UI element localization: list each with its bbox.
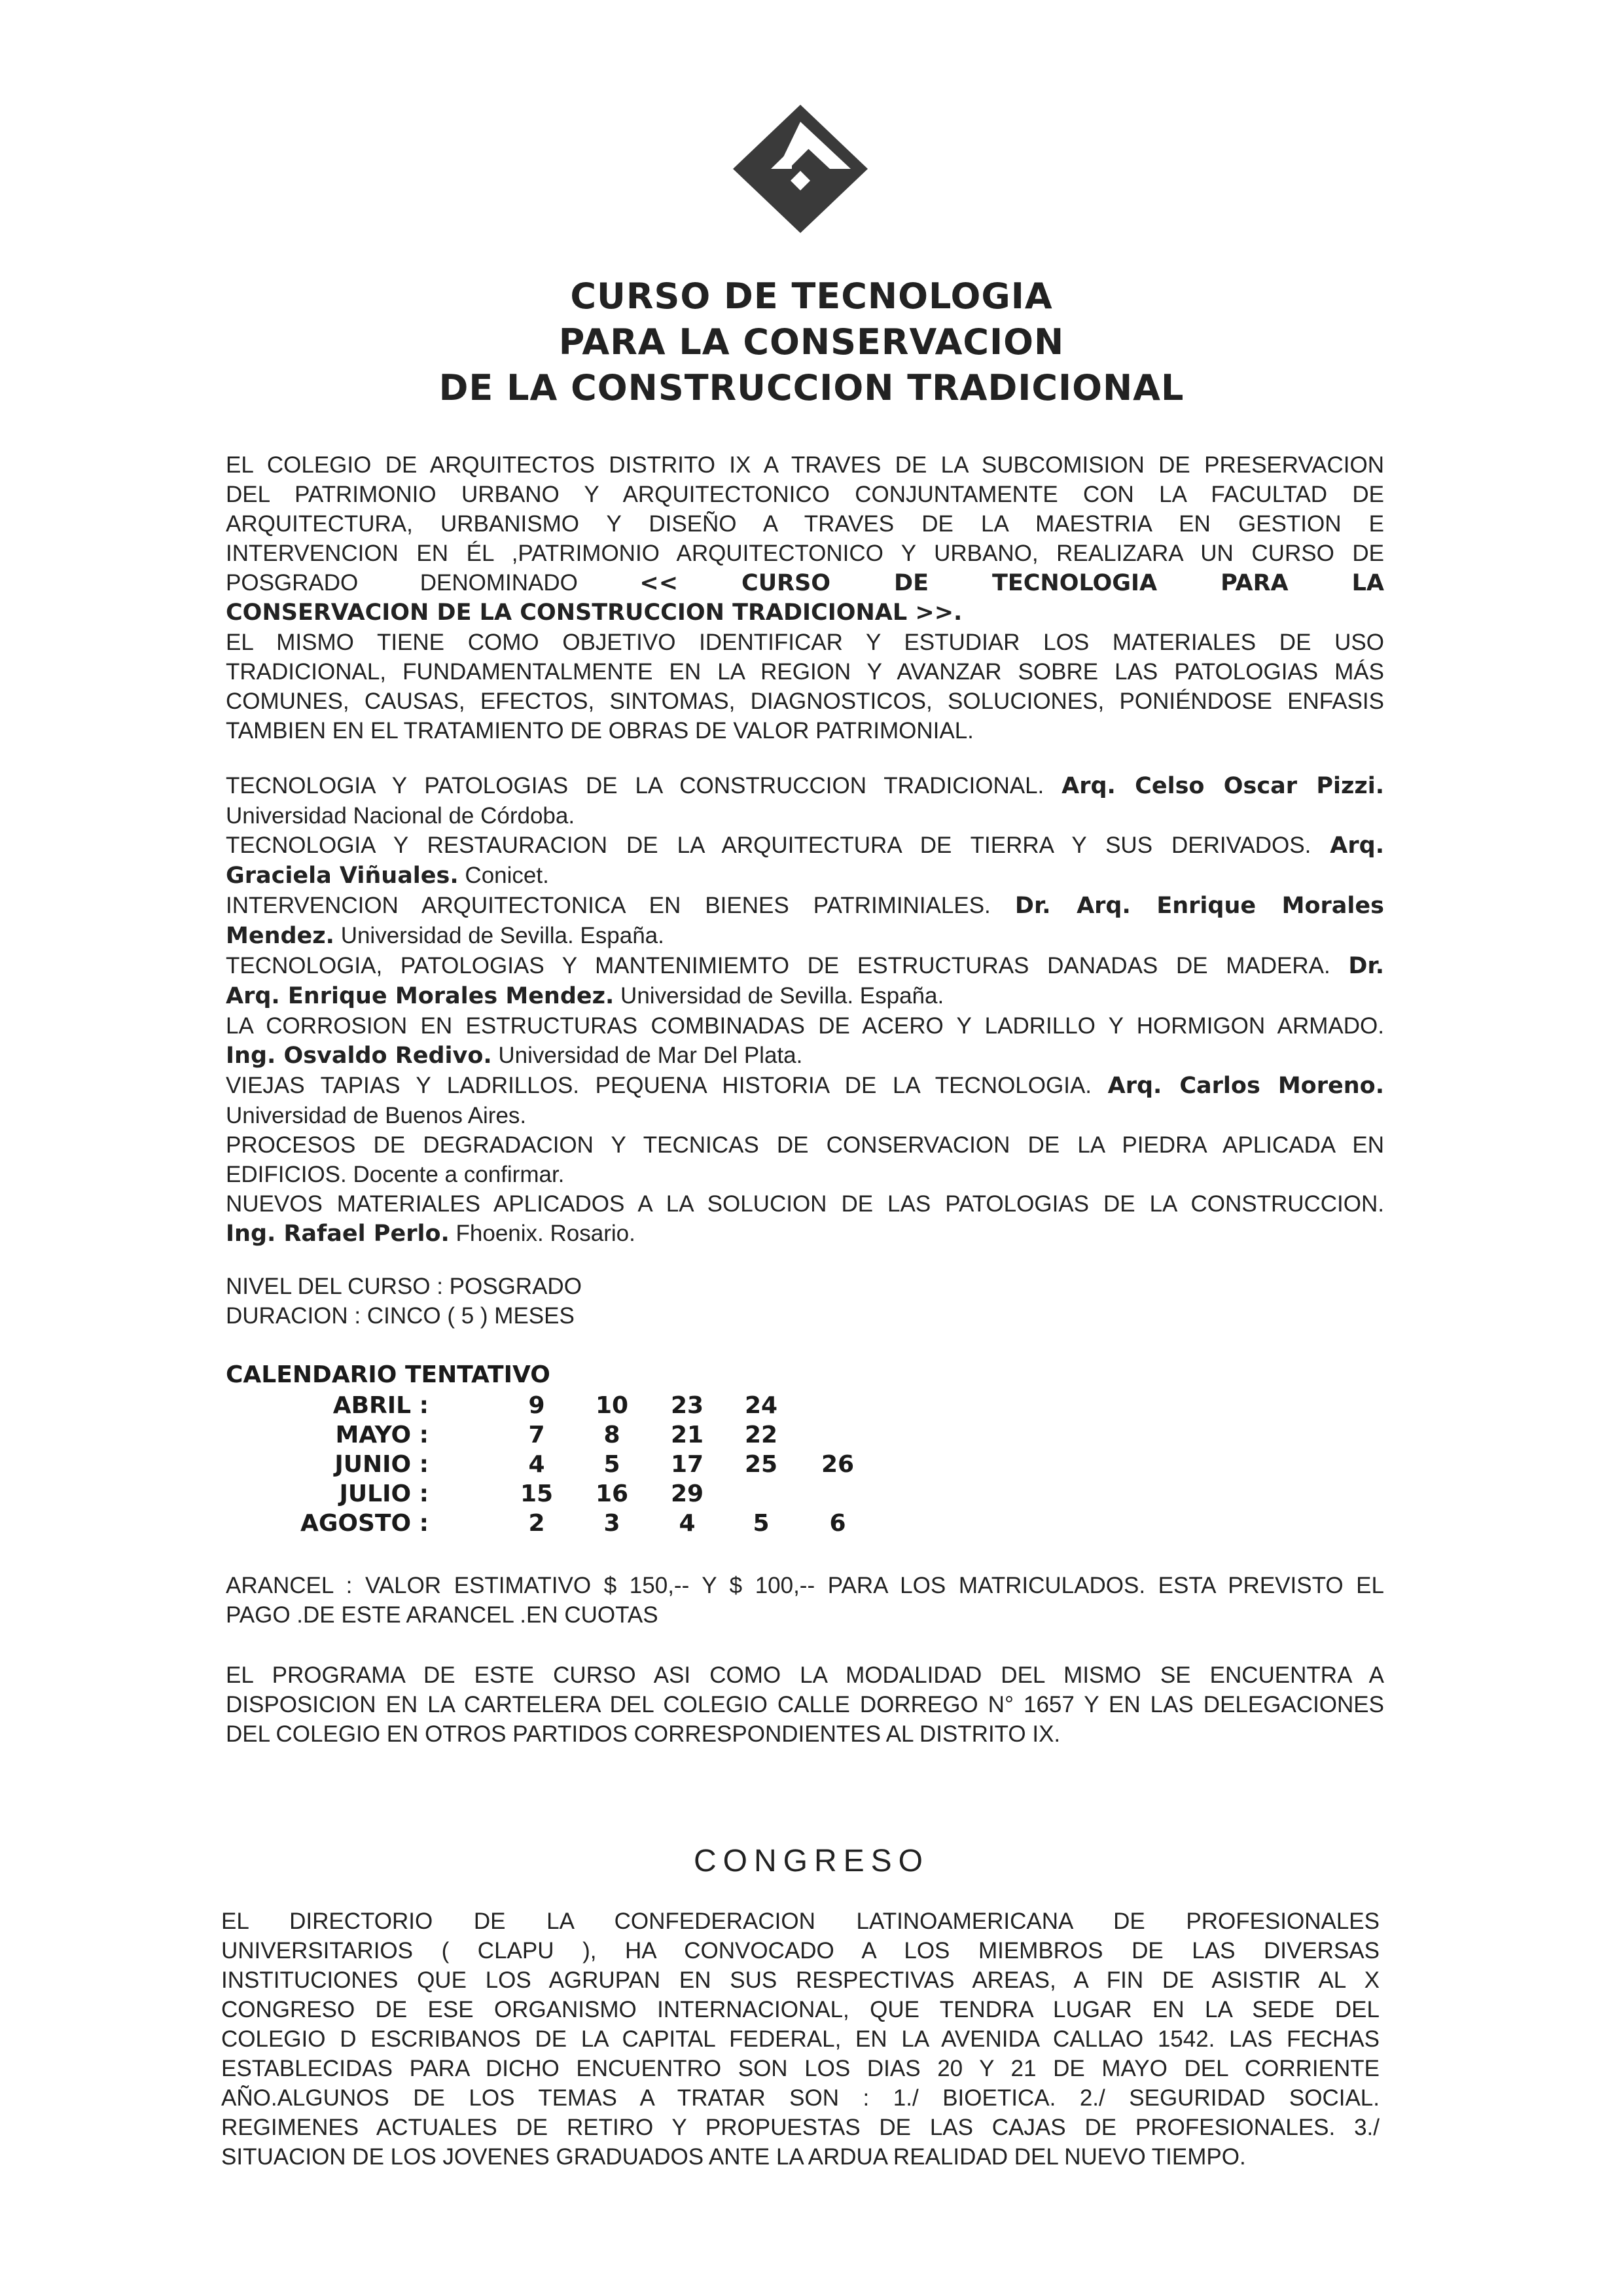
intro-text: POSGRADO DENOMINADO (226, 570, 578, 596)
congress-line: AÑO.ALGUNOS DE LOS TEMAS A TRATAR SON : 1./ BIOETICA. 2./ SEGURIDAD SOCIAL. (221, 2085, 1380, 2111)
lecturer-name: Arq. (1330, 833, 1384, 859)
program-line: DEL COLEGIO EN OTROS PARTIDOS CORRESPONDIENTES AL DISTRITO IX. (226, 1721, 1061, 1747)
program-line: EL PROGRAMA DE ESTE CURSO ASI COMO LA MODALIDAD DEL MISMO SE ENCUENTRA A (226, 1662, 1384, 1688)
calendar-day: 4 (679, 1510, 696, 1537)
calendar-day: 7 (528, 1422, 545, 1448)
calendar-day: 6 (829, 1510, 846, 1537)
fee-line: ARANCEL : VALOR ESTIMATIVO $ 150,-- Y $ 100,-- PARA LOS MATRICULADOS. ESTA PREVISTO EL (226, 1573, 1384, 1598)
program-line: DISPOSICION EN LA CARTELERA DEL COLEGIO CALLE DORREGO N° 1657 Y EN LAS DELEGACIONES (226, 1692, 1384, 1717)
lecture-topic: VIEJAS TAPIAS Y LADRILLOS. PEQUENA HISTORIA DE LA TECNOLOGIA. (226, 1073, 1092, 1098)
intro-line (226, 568, 1384, 598)
lecturer-name: Dr. (1348, 953, 1384, 979)
calendar-month: JULIO : (339, 1480, 429, 1507)
objective-line: TAMBIEN EN EL TRATAMIENTO DE OBRAS DE VALOR PATRIMONIAL. (226, 718, 974, 744)
course-name-bold: CONSERVACION DE LA CONSTRUCCION TRADICIONAL >>. (226, 600, 963, 626)
calendar-day: 29 (670, 1480, 704, 1507)
calendar-day: 10 (595, 1392, 629, 1419)
lecturer-affiliation: Universidad de Sevilla. España. (340, 923, 664, 948)
intro-line: ARQUITECTURA, URBANISMO Y DISEÑO A TRAVES DE LA MAESTRIA EN GESTION E (226, 511, 1384, 537)
lecturer-name: Dr. Arq. Enrique Morales (1014, 893, 1384, 919)
lecturer-affiliation: Universidad Nacional de Córdoba. (226, 803, 575, 829)
calendar-day: 9 (528, 1392, 545, 1419)
calendar-day: 8 (603, 1422, 620, 1448)
lecture-item (226, 951, 1384, 1011)
lecturer-name: Arq. Carlos Moreno. (1107, 1073, 1384, 1099)
calendar-row (226, 1391, 880, 1420)
calendar-day: 23 (670, 1392, 704, 1419)
calendar-month: AGOSTO : (300, 1510, 429, 1537)
lecture-topic: TECNOLOGIA, PATOLOGIAS Y MANTENIMIEMTO DE ESTRUCTURAS DANADAS DE MADERA. (226, 953, 1330, 978)
course-title (216, 274, 1407, 411)
calendar-day: 15 (520, 1480, 554, 1507)
calendar-day: 25 (744, 1451, 778, 1478)
course-name-bold: << CURSO DE TECNOLOGIA PARA LA (639, 570, 1384, 596)
congress-line: UNIVERSITARIOS ( CLAPU ), HA CONVOCADO A LOS MIEMBROS DE LAS DIVERSAS (221, 1938, 1380, 1964)
intro-line: INTERVENCION EN ÉL ,PATRIMONIO ARQUITECTONICO Y URBANO, REALIZARA UN CURSO DE (226, 541, 1384, 566)
objective-line: TRADICIONAL, FUNDAMENTALMENTE EN LA REGION Y AVANZAR SOBRE LAS PATOLOGIAS MÁS (226, 659, 1384, 685)
course-title-line-1: CURSO DE TECNOLOGIA (570, 276, 1053, 317)
congress-line: SITUACION DE LOS JOVENES GRADUADOS ANTE LA ARDUA REALIDAD DEL NUEVO TIEMPO. (221, 2144, 1246, 2170)
course-duration: DURACION : CINCO ( 5 ) MESES (226, 1303, 575, 1329)
program-section (226, 1660, 1384, 1749)
lecture-item (226, 891, 1384, 951)
course-title-line-3: DE LA CONSTRUCCION TRADICIONAL (438, 367, 1185, 408)
lecturer-affiliation: EDIFICIOS. Docente a confirmar. (226, 1162, 565, 1187)
calendar-day: 17 (670, 1451, 704, 1478)
lecture-item (226, 1011, 1384, 1071)
course-title-line-2: PARA LA CONSERVACION (558, 321, 1065, 363)
lecturer-name: Mendez. (226, 923, 334, 949)
calendar-row (226, 1420, 880, 1450)
calendar-day: 5 (603, 1451, 620, 1478)
intro-line: EL COLEGIO DE ARQUITECTOS DISTRITO IX A TRAVES DE LA SUBCOMISION DE PRESERVACION (226, 452, 1384, 478)
fee-section (226, 1571, 1384, 1630)
calendar-row (226, 1509, 880, 1538)
lecture-item (226, 771, 1384, 831)
lecture-item (226, 1130, 1384, 1189)
congress-section (221, 1907, 1380, 2172)
congress-line: INSTITUCIONES QUE LOS AGRUPAN EN SUS RESPECTIVAS AREAS, A FIN DE ASISTIR AL X (221, 1967, 1380, 1993)
calendar-row (226, 1479, 880, 1509)
calendar-day: 3 (603, 1510, 620, 1537)
calendar-day: 2 (528, 1510, 545, 1537)
lecture-item (226, 1071, 1384, 1130)
calendar-title: CALENDARIO TENTATIVO (226, 1361, 550, 1388)
calendar-day: 21 (670, 1422, 704, 1448)
intro-section (226, 450, 1384, 745)
lecturer-affiliation: Conicet. (465, 863, 549, 888)
congress-line: EL DIRECTORIO DE LA CONFEDERACION LATINOAMERICANA DE PROFESIONALES (221, 1909, 1380, 1934)
calendar-day: 26 (821, 1451, 855, 1478)
congress-line: REGIMENES ACTUALES DE RETIRO Y PROPUESTAS DE LAS CAJAS DE PROFESIONALES. 3./ (221, 2115, 1380, 2140)
lecturer-name: Arq. Celso Oscar Pizzi. (1061, 773, 1384, 799)
lecture-topic: TECNOLOGIA Y PATOLOGIAS DE LA CONSTRUCCION TRADICIONAL. (226, 773, 1044, 798)
lecturer-name: Ing. Osvaldo Redivo. (226, 1043, 492, 1069)
lectures-list (226, 771, 1384, 1249)
colegio-diamond-logo-icon (732, 103, 869, 234)
lecture-topic: NUEVOS MATERIALES APLICADOS A LA SOLUCION DE LAS PATOLOGIAS DE LA CONSTRUCCION. (226, 1191, 1384, 1217)
lecture-topic: PROCESOS DE DEGRADACION Y TECNICAS DE CONSERVACION DE LA PIEDRA APLICADA EN (226, 1132, 1384, 1158)
lecturer-affiliation: Universidad de Buenos Aires. (226, 1103, 527, 1128)
lecture-topic: TECNOLOGIA Y RESTAURACION DE LA ARQUITECTURA DE TIERRA Y SUS DERIVADOS. (226, 833, 1311, 858)
calendar-day: 22 (744, 1422, 778, 1448)
lecturer-name: Arq. Enrique Morales Mendez. (226, 983, 615, 1009)
intro-line: DEL PATRIMONIO URBANO Y ARQUITECTONICO CONJUNTAMENTE CON LA FACULTAD DE (226, 482, 1384, 507)
calendar-table (226, 1391, 880, 1538)
lecturer-name: Graciela Viñuales. (226, 863, 459, 889)
calendar-day: 5 (753, 1510, 770, 1537)
lecturer-name: Ing. Rafael Perlo. (226, 1221, 450, 1247)
calendar-month: JUNIO : (334, 1451, 429, 1478)
congress-line: COLEGIO D ESCRIBANOS DE LA CAPITAL FEDERAL, EN LA AVENIDA CALLAO 1542. LAS FECHAS (221, 2026, 1380, 2052)
congress-line: ESTABLECIDAS PARA DICHO ENCUENTRO SON LOS DIAS 20 Y 21 DE MAYO DEL CORRIENTE (221, 2056, 1380, 2081)
lecturer-affiliation: Fhoenix. Rosario. (455, 1221, 635, 1246)
calendar-day: 4 (528, 1451, 545, 1478)
course-info (226, 1272, 1384, 1331)
calendar-day: 16 (595, 1480, 629, 1507)
objective-line: COMUNES, CAUSAS, EFECTOS, SINTOMAS, DIAGNOSTICOS, SOLUCIONES, PONIÉNDOSE ENFASIS (226, 689, 1384, 714)
lecture-topic: INTERVENCION ARQUITECTONICA EN BIENES PATRIMINIALES. (226, 893, 991, 918)
lecture-topic: LA CORROSION EN ESTRUCTURAS COMBINADAS DE ACERO Y LADRILLO Y HORMIGON ARMADO. (226, 1013, 1384, 1039)
objective-line: EL MISMO TIENE COMO OBJETIVO IDENTIFICAR Y ESTUDIAR LOS MATERIALES DE USO (226, 630, 1384, 655)
calendar-row (226, 1450, 880, 1479)
congress-title: CONGRESO (693, 1844, 930, 1878)
fee-line: PAGO .DE ESTE ARANCEL .EN CUOTAS (226, 1602, 658, 1628)
congress-line: CONGRESO DE ESE ORGANISMO INTERNACIONAL, QUE TENDRA LUGAR EN LA SEDE DEL (221, 1997, 1380, 2022)
lecturer-affiliation: Universidad de Sevilla. España. (620, 983, 944, 1009)
lecture-item (226, 831, 1384, 891)
calendar-month: MAYO : (335, 1422, 429, 1448)
lecture-item (226, 1189, 1384, 1249)
course-level: NIVEL DEL CURSO : POSGRADO (226, 1274, 582, 1299)
lecturer-affiliation: Universidad de Mar Del Plata. (498, 1043, 803, 1068)
calendar-month: ABRIL : (332, 1392, 429, 1419)
calendar-day: 24 (744, 1392, 778, 1419)
